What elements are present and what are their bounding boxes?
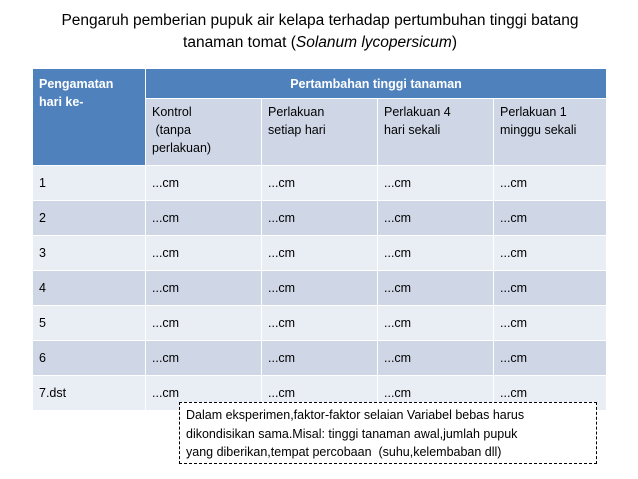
subheader-weekly bbox=[494, 99, 607, 166]
value-cell: ...cm bbox=[494, 376, 607, 411]
value-cell: ...cm bbox=[262, 236, 378, 271]
subheader-line: perlakuan) bbox=[152, 141, 212, 155]
subheader-line: Perlakuan 1 bbox=[500, 105, 567, 119]
value-cell: ...cm bbox=[146, 376, 262, 411]
title-species-name: Solanum lycopersicum bbox=[295, 34, 452, 51]
value-cell: ...cm bbox=[378, 236, 494, 271]
value-cell: ...cm bbox=[494, 271, 607, 306]
day-cell: 4 bbox=[33, 271, 146, 306]
page-title bbox=[20, 10, 620, 54]
group-header: Pertambahan tinggi tanaman bbox=[146, 69, 607, 99]
subheader-control bbox=[146, 99, 262, 166]
subheader-line: setiap hari bbox=[268, 123, 326, 137]
subheader-line: (tanpa bbox=[152, 123, 191, 137]
day-cell: 3 bbox=[33, 236, 146, 271]
value-cell: ...cm bbox=[146, 201, 262, 236]
day-cell: 2 bbox=[33, 201, 146, 236]
value-cell: ...cm bbox=[262, 341, 378, 376]
value-cell: ...cm bbox=[378, 201, 494, 236]
subheader-line: Kontrol bbox=[152, 105, 192, 119]
table-row bbox=[33, 341, 607, 376]
day-cell: 6 bbox=[33, 341, 146, 376]
subheader-line: Perlakuan bbox=[268, 105, 325, 119]
observation-table bbox=[32, 68, 607, 411]
day-cell: 7.dst bbox=[33, 376, 146, 411]
value-cell: ...cm bbox=[262, 166, 378, 201]
value-cell: ...cm bbox=[378, 341, 494, 376]
value-cell: ...cm bbox=[494, 341, 607, 376]
subheader-line: hari sekali bbox=[384, 123, 441, 137]
note-line: dikondisikan sama.Misal: tinggi tanaman awal,jumlah pupuk bbox=[186, 426, 518, 441]
table-row bbox=[33, 236, 607, 271]
subheader-every-4-days bbox=[378, 99, 494, 166]
rowlabel-header-line: Pengamatan bbox=[39, 77, 114, 91]
title-line-1: Pengaruh pemberian pupuk air kelapa terhadap pertumbuhan tinggi batang bbox=[61, 12, 579, 29]
value-cell: ...cm bbox=[146, 236, 262, 271]
table-row bbox=[33, 271, 607, 306]
rowlabel-header-line: hari ke- bbox=[39, 95, 84, 109]
value-cell: ...cm bbox=[378, 271, 494, 306]
subheader-line: minggu sekali bbox=[500, 123, 577, 137]
value-cell: ...cm bbox=[146, 306, 262, 341]
value-cell: ...cm bbox=[378, 376, 494, 411]
day-cell: 5 bbox=[33, 306, 146, 341]
value-cell: ...cm bbox=[146, 341, 262, 376]
title-line-2-suffix: ) bbox=[451, 34, 457, 51]
value-cell: ...cm bbox=[494, 201, 607, 236]
value-cell: ...cm bbox=[262, 376, 378, 411]
value-cell: ...cm bbox=[262, 271, 378, 306]
value-cell: ...cm bbox=[378, 306, 494, 341]
note-line: yang diberikan,tempat percobaan (suhu,kelembaban dll) bbox=[186, 445, 502, 459]
value-cell: ...cm bbox=[494, 236, 607, 271]
value-cell: ...cm bbox=[146, 166, 262, 201]
note-box bbox=[179, 402, 597, 464]
table-row bbox=[33, 201, 607, 236]
value-cell: ...cm bbox=[146, 271, 262, 306]
table-row bbox=[33, 166, 607, 201]
subheader-line: Perlakuan 4 bbox=[384, 105, 451, 119]
value-cell: ...cm bbox=[378, 166, 494, 201]
value-cell: ...cm bbox=[262, 201, 378, 236]
title-line-2-prefix: tanaman tomat ( bbox=[183, 34, 296, 51]
value-cell: ...cm bbox=[494, 166, 607, 201]
value-cell: ...cm bbox=[494, 306, 607, 341]
subheader-daily bbox=[262, 99, 378, 166]
title-line-2 bbox=[20, 32, 620, 54]
note-line: Dalam eksperimen,faktor-faktor selaian Variabel bebas harus bbox=[186, 408, 525, 422]
value-cell: ...cm bbox=[262, 306, 378, 341]
day-cell: 1 bbox=[33, 166, 146, 201]
table-row bbox=[33, 306, 607, 341]
rowlabel-header bbox=[33, 69, 146, 166]
